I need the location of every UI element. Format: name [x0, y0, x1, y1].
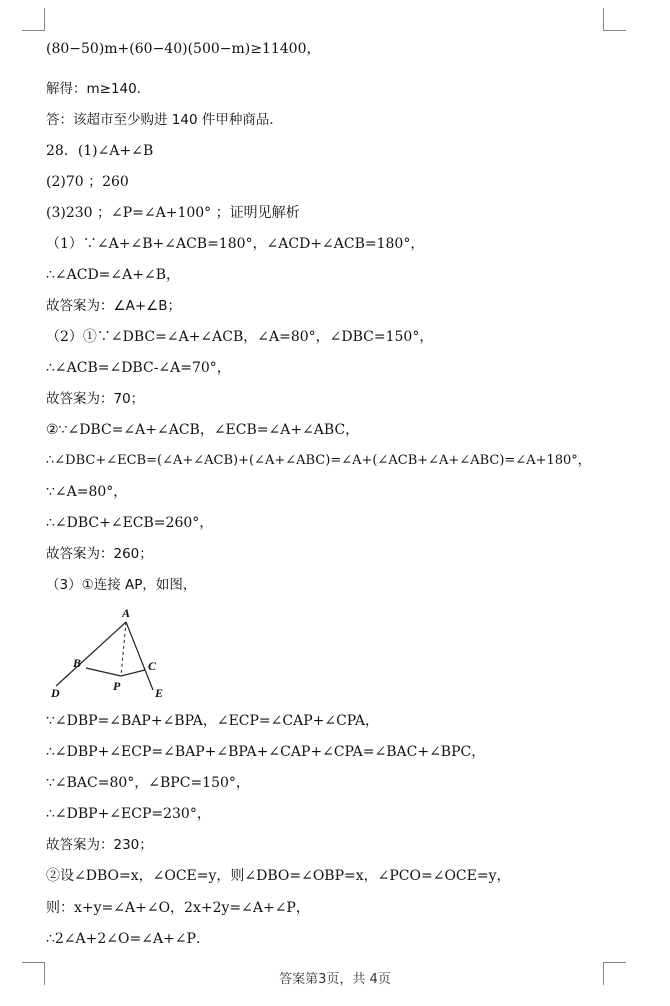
- label-b: B: [73, 656, 82, 670]
- text-line: 解得：m≥140．: [46, 81, 151, 97]
- label-c: C: [148, 659, 157, 673]
- page-footer: 答案第3页，共 4页: [279, 972, 391, 987]
- text-line: 故答案为：70；: [46, 391, 145, 407]
- line-p-c: [121, 670, 145, 676]
- text-line: ∴∠DBP+∠ECP=∠BAP+∠BPA+∠CAP+∠CPA=∠BAC+∠BPC，: [46, 744, 486, 760]
- crop-mark-top-left: [22, 8, 45, 31]
- text-line: 故答案为：260；: [46, 546, 153, 562]
- text-line: 故答案为：230；: [46, 837, 153, 853]
- line-a-e: [126, 622, 153, 690]
- text-line: （2）①∵∠DBC=∠A+∠ACB，∠A=80°，∠DBC=150°，: [46, 329, 434, 345]
- text-line: ∴∠DBC+∠ECB=(∠A+∠ACB)+(∠A+∠ABC)=∠A+(∠ACB+∠A+∠ABC)=∠A+180°，: [46, 453, 591, 468]
- crop-mark-top-right: [603, 8, 626, 31]
- text-line: ∴∠ACB=∠DBC-∠A=70°，: [46, 360, 231, 376]
- text-line: ②设∠DBO=x，∠OCE=y，则∠DBO=∠OBP=x，∠PCO=∠OCE=y，: [46, 868, 511, 884]
- text-line: ∴∠ACD=∠A+∠B，: [46, 267, 181, 283]
- text-line: 故答案为：∠A+∠B；: [46, 298, 182, 314]
- text-line: ∴2∠A+2∠O=∠A+∠P．: [46, 931, 210, 947]
- text-line: (2)70 ；260: [46, 174, 129, 190]
- dashed-line-a-p: [121, 622, 126, 676]
- label-d: D: [51, 686, 60, 700]
- text-line: ∴∠DBP+∠ECP=230°，: [46, 806, 211, 822]
- text-line: ②∵∠DBC=∠A+∠ACB，∠ECB=∠A+∠ABC，: [46, 422, 360, 438]
- text-line: (3)230 ；∠P=∠A+100° ；证明见解析: [46, 205, 300, 221]
- text-line: (80−50)m+(60−40)(500−m)≥11400，: [46, 41, 321, 57]
- text-line: ∴∠DBC+∠ECB=260°，: [46, 515, 214, 531]
- text-line: （3）①连接 AP，如图，: [46, 577, 197, 593]
- label-a: A: [122, 606, 131, 620]
- label-p: P: [113, 679, 121, 693]
- text-line: ∵∠BAC=80°，∠BPC=150°，: [46, 775, 250, 791]
- text-line: 则：x+y=∠A+∠O，2x+2y=∠A+∠P，: [46, 900, 310, 916]
- text-line: ∵∠A=80°，: [46, 484, 128, 500]
- text-line: （1）∵∠A+∠B+∠ACB=180°，∠ACD+∠ACB=180°，: [46, 236, 425, 252]
- triangle-diagram: [46, 604, 176, 704]
- line-a-d: [56, 622, 126, 686]
- text-line: 28．(1)∠A+∠B: [46, 143, 154, 159]
- line-b-p: [86, 668, 121, 676]
- text-line: 答：该超市至少购进 140 件甲种商品．: [46, 112, 283, 128]
- geometry-figure: [46, 604, 176, 704]
- label-e: E: [155, 686, 164, 700]
- text-line: ∵∠DBP=∠BAP+∠BPA，∠ECP=∠CAP+∠CPA，: [46, 713, 380, 729]
